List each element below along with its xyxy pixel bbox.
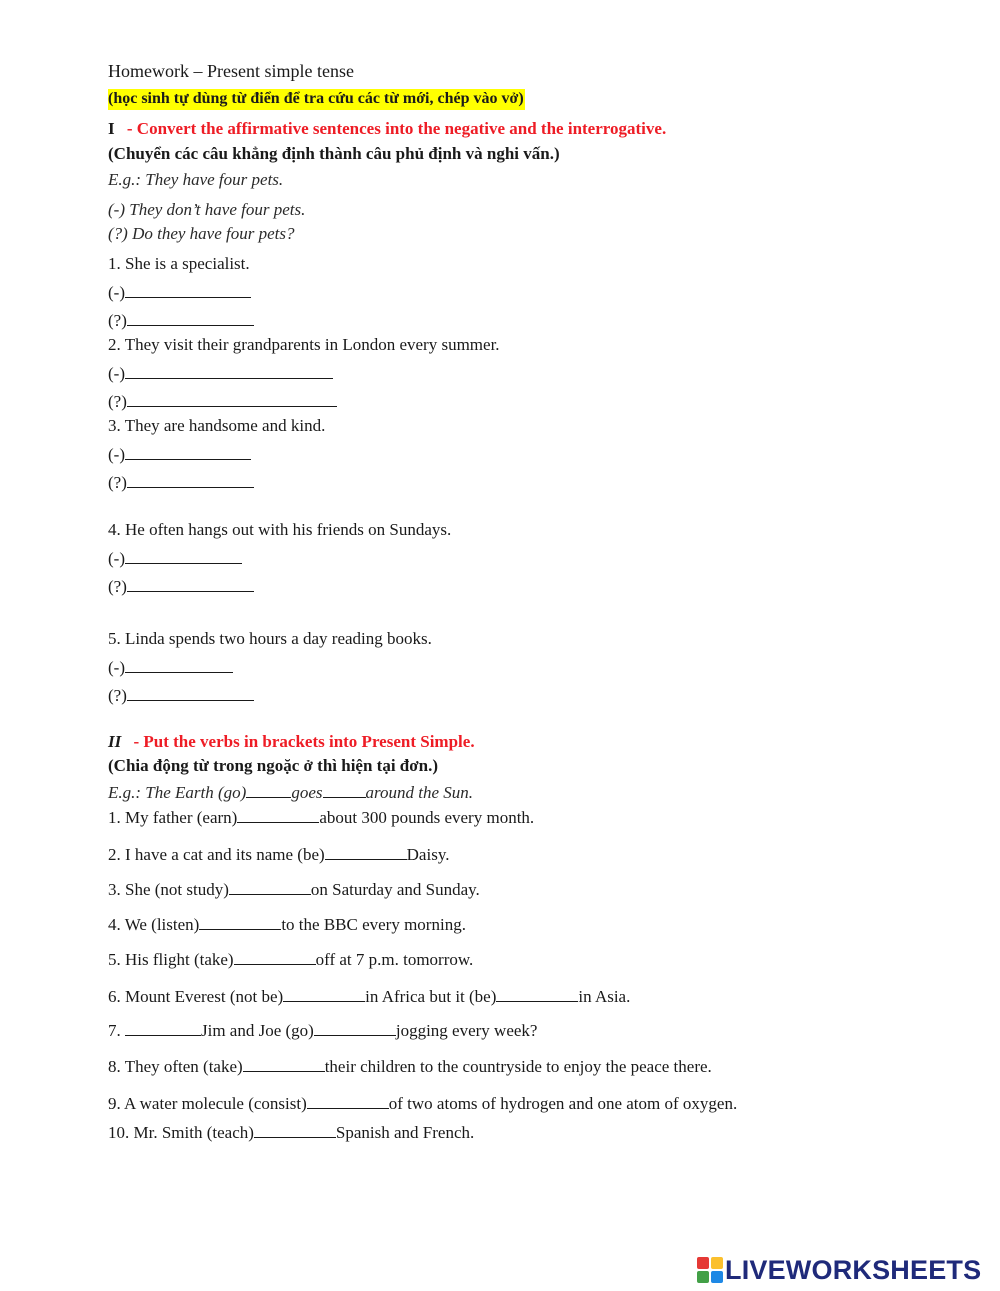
section2-translation: (Chia động từ trong ngoặc ở thì hiện tại đơn.) — [108, 756, 439, 775]
verb-blank[interactable] — [496, 985, 578, 1002]
verb-blank[interactable] — [314, 1019, 396, 1036]
answer-blank[interactable] — [125, 443, 251, 460]
verb-blank[interactable] — [229, 878, 311, 895]
exercise2-item-4: 4. We (listen) to the BBC every morning. — [108, 915, 466, 934]
section1-heading — [108, 120, 666, 137]
answer-blank[interactable] — [127, 575, 254, 592]
exercise1-item-1: 1. She is a specialist. — [108, 254, 250, 273]
section2-heading — [108, 733, 475, 750]
dictionary-note — [108, 91, 525, 107]
negative-marker: (-) — [108, 283, 125, 302]
answer-blank[interactable] — [127, 390, 337, 407]
exercise1-item-4: 4. He often hangs out with his friends on Sundays. — [108, 520, 452, 539]
answer-blank[interactable] — [125, 362, 333, 379]
verb-blank[interactable] — [237, 806, 319, 823]
answer-line-negative — [108, 443, 251, 463]
section2-number: II — [108, 732, 122, 751]
answer-line-negative — [108, 547, 242, 567]
answer-blank[interactable] — [125, 656, 233, 673]
negative-marker: (-) — [108, 364, 125, 383]
exercise2-item-8: 8. They often (take) their children to the countryside to enjoy the peace there. — [108, 1057, 712, 1076]
answer-line-negative — [108, 656, 233, 676]
exercise2-item-6: 6. Mount Everest (not be) in Africa but it (be) in Asia. — [108, 987, 631, 1006]
answer-line-negative — [108, 281, 251, 301]
liveworksheets-logo — [697, 1256, 981, 1284]
answer-line-question — [108, 390, 337, 410]
answer-blank[interactable] — [127, 684, 254, 701]
verb-blank[interactable] — [243, 1055, 325, 1072]
answer-line-question — [108, 309, 254, 329]
exercise2-item-1: 1. My father (earn) about 300 pounds every month. — [108, 808, 535, 827]
liveworksheets-logo-icon — [697, 1257, 723, 1283]
verb-blank[interactable] — [325, 843, 407, 860]
verb-blank[interactable] — [307, 1092, 389, 1109]
exercise2-item-2: 2. I have a cat and its name (be) Daisy. — [108, 845, 450, 864]
verb-blank[interactable] — [234, 948, 316, 965]
answer-line-question — [108, 575, 254, 595]
example-text: around the Sun. — [365, 783, 474, 802]
answer-blank[interactable] — [125, 281, 251, 298]
exercise2-item-9: 9. A water molecule (consist) of two atoms of hydrogen and one atom of oxygen. — [108, 1094, 738, 1113]
section1-number: I — [108, 119, 115, 138]
section1-example: E.g.: They have four pets. — [108, 170, 284, 189]
question-marker: (?) — [108, 577, 127, 596]
answer-line-negative — [108, 362, 333, 382]
negative-marker: (-) — [108, 658, 125, 677]
example-answer: goes — [291, 783, 323, 802]
question-marker: (?) — [108, 473, 127, 492]
logo-text: LIVEWORKSHEETS — [725, 1254, 982, 1285]
verb-blank[interactable] — [125, 1019, 201, 1036]
verb-blank[interactable] — [254, 1121, 336, 1138]
answer-line-question — [108, 471, 254, 491]
exercise2-item-3: 3. She (not study) on Saturday and Sunday. — [108, 880, 480, 899]
section1-translation: (Chuyển các câu khẳng định thành câu phủ định và nghi vấn.) — [108, 144, 560, 163]
negative-marker: (-) — [108, 549, 125, 568]
question-marker: (?) — [108, 311, 127, 330]
question-marker: (?) — [108, 392, 127, 411]
section2-example — [108, 781, 473, 801]
example-blank — [323, 781, 366, 798]
exercise2-item-7: 7. Jim and Joe (go) jogging every week? — [108, 1021, 538, 1040]
example-blank — [246, 781, 291, 798]
section2-instruction: - Put the verbs in brackets into Present Simple. — [133, 732, 475, 751]
example-text: E.g.: The Earth (go) — [108, 783, 247, 802]
page-title: Homework – Present simple tense — [108, 61, 354, 81]
answer-blank[interactable] — [125, 547, 242, 564]
verb-blank[interactable] — [283, 985, 365, 1002]
highlighted-note: (học sinh tự dùng từ điển để tra cứu các từ mới, chép vào vở) — [108, 89, 525, 110]
answer-blank[interactable] — [127, 471, 254, 488]
section1-instruction: - Convert the affirmative sentences into the negative and the interrogative. — [126, 119, 667, 138]
exercise1-item-5: 5. Linda spends two hours a day reading books. — [108, 629, 432, 648]
exercise1-item-3: 3. They are handsome and kind. — [108, 416, 326, 435]
exercise2-item-10: 10. Mr. Smith (teach) Spanish and French. — [108, 1123, 475, 1142]
exercise1-item-2: 2. They visit their grandparents in London every summer. — [108, 335, 500, 354]
question-marker: (?) — [108, 686, 127, 705]
section1-example-question: (?) Do they have four pets? — [108, 224, 295, 243]
negative-marker: (-) — [108, 445, 125, 464]
exercise2-item-5: 5. His flight (take) off at 7 p.m. tomorrow. — [108, 950, 474, 969]
section1-example-negative: (-) They don’t have four pets. — [108, 200, 306, 219]
answer-blank[interactable] — [127, 309, 254, 326]
verb-blank[interactable] — [199, 913, 281, 930]
answer-line-question — [108, 684, 254, 704]
